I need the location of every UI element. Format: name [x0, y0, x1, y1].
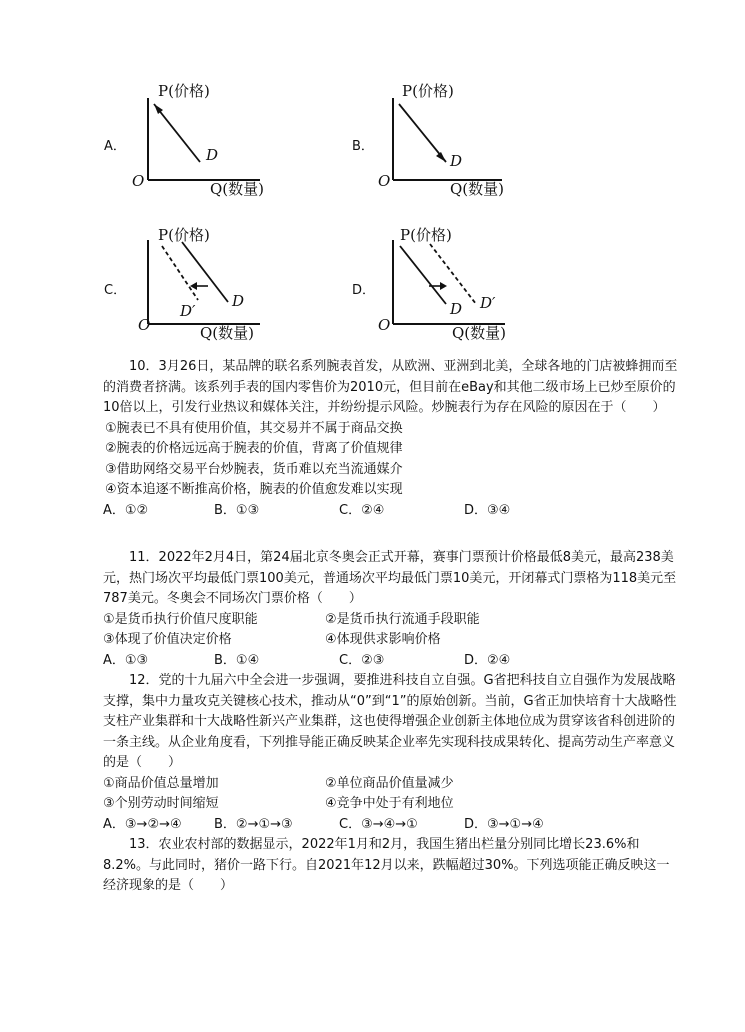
statement: ①商品价值总量增加 — [103, 775, 219, 791]
question-stem: 10．3月26日，某品牌的联名系列腕表首发，从欧洲、亚洲到北美，全球各地的门店被蜂拥而至的消费者挤满。该系列手表的国内零售价为2010元，但目前在eBay和其他二级市场上已炒至原价的10倍以上，引发行业热议和媒体关注，并纷纷提示风险。炒腕表行为存在风险的原因在于（ ） — [103, 359, 678, 415]
choice-c[interactable]: C．②③ — [339, 652, 385, 668]
choice-d[interactable]: D．②④ — [464, 652, 511, 668]
question-stem: 12．党的十九届六中全会进一步强调，要推进科技自立自强。G省把科技自立自强作为发展战略支撑，集中力量攻克关键核心技术，推动从“0”到“1”的原始创新。当前，G省正加快培育十大战略性支柱产业集群和十大战略性新兴产业集群，这也使得增强企业创新主体地位成为贯穿该省科创进阶的一条主线。从企业角度看，下列推导能正确反映某企业率先实现科技成果转化、提高劳动生产率意义的是（ ） — [103, 673, 677, 770]
choice-c[interactable]: C．③→④→① — [339, 816, 418, 832]
price-axis-label: P(价格) — [158, 226, 210, 244]
statement-row — [103, 774, 678, 795]
answer-choices — [103, 501, 678, 522]
choice-b[interactable]: B．①④ — [214, 652, 260, 668]
graph-option-c — [100, 222, 350, 347]
shifted-curve-label: D′ — [480, 294, 496, 312]
shifted-curve-label: D′ — [180, 302, 196, 320]
statement: ④体现供求影响价格 — [325, 632, 441, 647]
choice-c[interactable]: C．②④ — [339, 502, 385, 518]
choice-b[interactable]: B．①③ — [214, 502, 260, 518]
statement: ②腕表的价格远远高于腕表的价值，背离了价值规律 — [105, 441, 403, 456]
quantity-axis-label: Q(数量) — [452, 324, 507, 342]
arrow-head-icon — [436, 152, 446, 162]
statement: ①腕表已不具有使用价值，其交易并不属于商品交换 — [105, 420, 403, 436]
statement: ④竞争中处于有利地位 — [325, 796, 454, 811]
answer-choices — [103, 651, 678, 672]
origin-label: O — [378, 316, 391, 334]
demand-curve — [154, 104, 200, 162]
statement-row — [103, 610, 678, 631]
graph-option-a — [100, 78, 350, 203]
question-stem: 13．农业农村部的数据显示，2022年1月和2月，我国生猪出栏量分别同比增长23.6%和8.2%。与此同时，猪价一路下行。自2021年12月以来，跌幅超过30%。下列选项能正确反映这一经济现象的是（ ） — [103, 837, 670, 893]
question-10 — [103, 357, 678, 521]
option-label: B． — [352, 139, 374, 154]
choice-a[interactable]: A．③→②→④ — [103, 816, 182, 832]
statement: ④资本追逐不断推高价格，腕表的价值愈发难以实现 — [105, 482, 403, 497]
price-axis-label: P(价格) — [400, 226, 452, 244]
price-axis-label: P(价格) — [158, 82, 210, 100]
curve-label: D — [450, 300, 463, 318]
choice-a[interactable]: A．①② — [103, 502, 149, 518]
question-13 — [103, 835, 678, 897]
curve-label: D — [206, 146, 219, 164]
option-label: A． — [104, 139, 126, 154]
statement-row — [103, 794, 678, 815]
statement: ③体现了价值决定价格 — [103, 632, 232, 647]
choice-d[interactable]: D．③④ — [464, 502, 511, 518]
statement: ①是货币执行价值尺度职能 — [103, 611, 258, 627]
demand-curve — [182, 242, 228, 302]
question-11 — [103, 548, 678, 671]
demand-curve — [399, 104, 446, 162]
shifted-demand-curve — [430, 244, 476, 304]
price-axis-label: P(价格) — [402, 82, 454, 100]
statement: ③个别劳动时间缩短 — [103, 796, 219, 811]
statement-row — [103, 630, 678, 651]
curve-label: D — [232, 292, 245, 310]
statement: ②单位商品价值量减少 — [325, 775, 454, 791]
origin-label: O — [378, 172, 391, 190]
origin-label: O — [132, 172, 145, 190]
quantity-axis-label: Q(数量) — [210, 180, 265, 198]
shifted-demand-curve — [162, 246, 198, 300]
choice-a[interactable]: A．①③ — [103, 652, 149, 668]
option-label: C． — [104, 283, 127, 298]
question-stem: 11．2022年2月4日，第24届北京冬奥会正式开幕，赛事门票预计价格最低8美元，最高238美元，热门场次平均最低门票100美元，普通场次平均最低门票10美元，开闭幕式门票格为118美元至787美元。冬奥会不同场次门票价格（ ） — [103, 550, 677, 606]
graph-option-d — [350, 222, 600, 347]
choice-b[interactable]: B．②→①→③ — [214, 816, 293, 832]
question-12 — [103, 671, 678, 835]
statement: ②是货币执行流通手段职能 — [325, 611, 480, 627]
option-label: D． — [352, 283, 376, 298]
choice-d[interactable]: D．③→①→④ — [464, 816, 544, 832]
statement: ③借助网络交易平台炒腕表，货币难以充当流通媒介 — [105, 461, 403, 477]
graph-option-b — [350, 78, 600, 203]
arrow-right-icon — [440, 282, 447, 290]
curve-label: D — [450, 152, 463, 170]
answer-choices — [103, 815, 678, 836]
origin-label: O — [138, 316, 151, 334]
quantity-axis-label: Q(数量) — [450, 180, 505, 198]
quantity-axis-label: Q(数量) — [200, 324, 255, 342]
